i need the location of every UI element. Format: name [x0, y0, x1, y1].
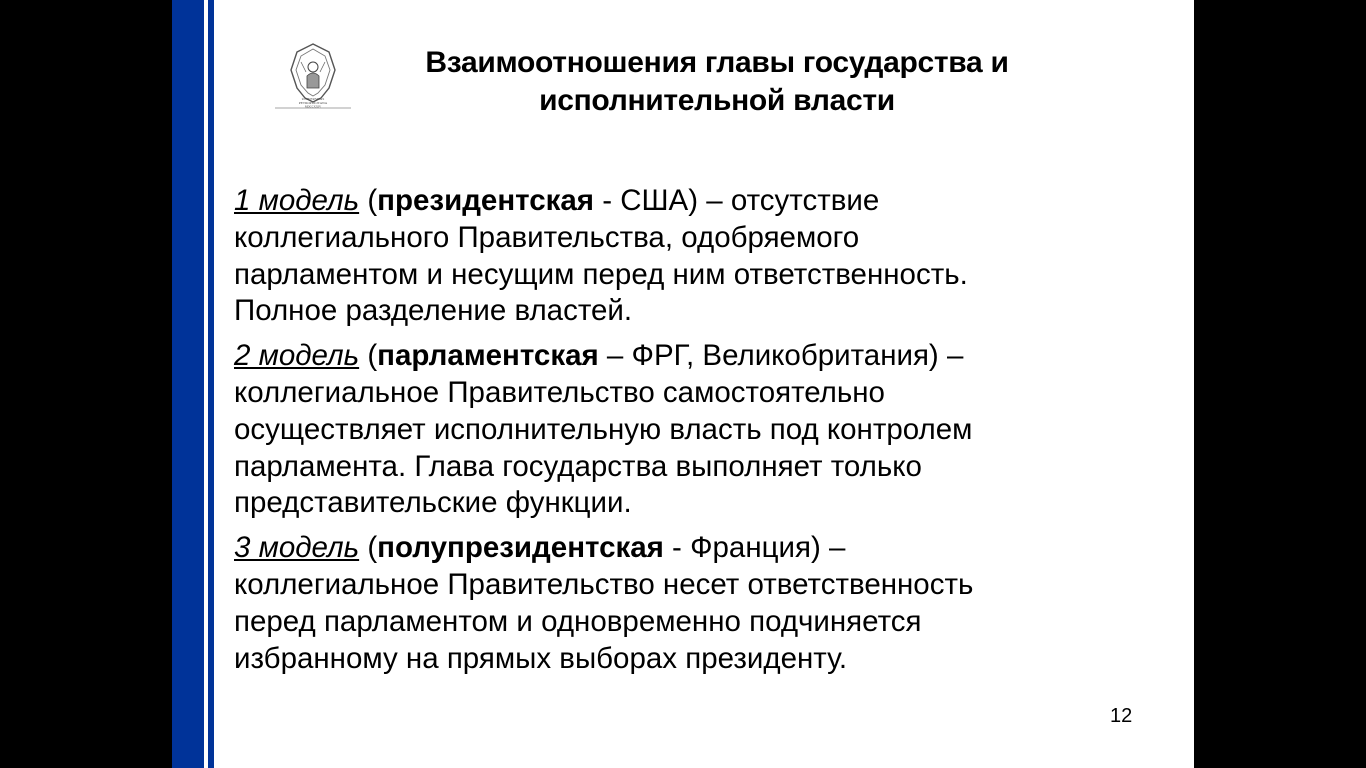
open-paren: (: [367, 339, 378, 373]
model-type: полупрезидентская: [377, 531, 664, 565]
model-paragraph-2: [234, 338, 1134, 522]
model-line: парламента. Глава государства выполняет только: [234, 449, 922, 483]
model-rest: - Франция) –: [663, 531, 846, 565]
model-line: коллегиальное Правительство самостоятельно: [234, 375, 885, 409]
university-seal-icon: [273, 42, 353, 112]
model-line: Полное разделение властей.: [234, 294, 633, 328]
open-paren: (: [367, 184, 378, 217]
model-label: 3 модель: [234, 531, 360, 565]
model-line: осуществляет исполнительную власть под контролем: [234, 412, 973, 446]
logo-text-1: UNIVERSITAS: [301, 97, 325, 101]
open-paren: (: [367, 531, 378, 565]
left-accent-bar: [172, 0, 204, 768]
model-line: парламентом и несущим перед ним ответственность.: [234, 257, 968, 291]
model-type: парламентская: [377, 339, 599, 373]
left-accent-stripe: [208, 0, 214, 768]
slide-body: [234, 183, 1134, 685]
slide-title: [357, 44, 1077, 120]
slide-title-line-1: Взаимоотношения главы государства и: [425, 46, 1009, 79]
presentation-slide: [172, 0, 1194, 768]
logo-text-2: PETROPOLITANA: [298, 101, 328, 105]
model-rest: - США) – отсутствие: [594, 184, 880, 217]
slide-title-line-2: исполнительной власти: [539, 84, 895, 117]
page-number: 12: [1110, 705, 1133, 727]
model-label: 2 модель: [234, 339, 360, 373]
model-first-line: [234, 183, 1134, 220]
model-line: избранному на прямых выборах президенту.: [234, 641, 848, 675]
model-line: перед парламентом и одновременно подчиняется: [234, 604, 922, 638]
model-type: президентская: [377, 184, 594, 217]
model-line: коллегиальное Правительство несет ответственность: [234, 567, 974, 601]
model-paragraph-3: [234, 530, 1134, 677]
model-line: коллегиального Правительства, одобряемого: [234, 220, 860, 254]
model-label: 1 модель: [234, 184, 360, 217]
model-rest: – ФРГ, Великобритания) –: [598, 339, 964, 373]
logo-text-3: MDCCXXIV: [304, 104, 322, 109]
model-first-line: [234, 338, 1134, 375]
model-paragraph-1: [234, 183, 1134, 330]
model-first-line: [234, 530, 1134, 567]
model-line: представительские функции.: [234, 486, 632, 520]
